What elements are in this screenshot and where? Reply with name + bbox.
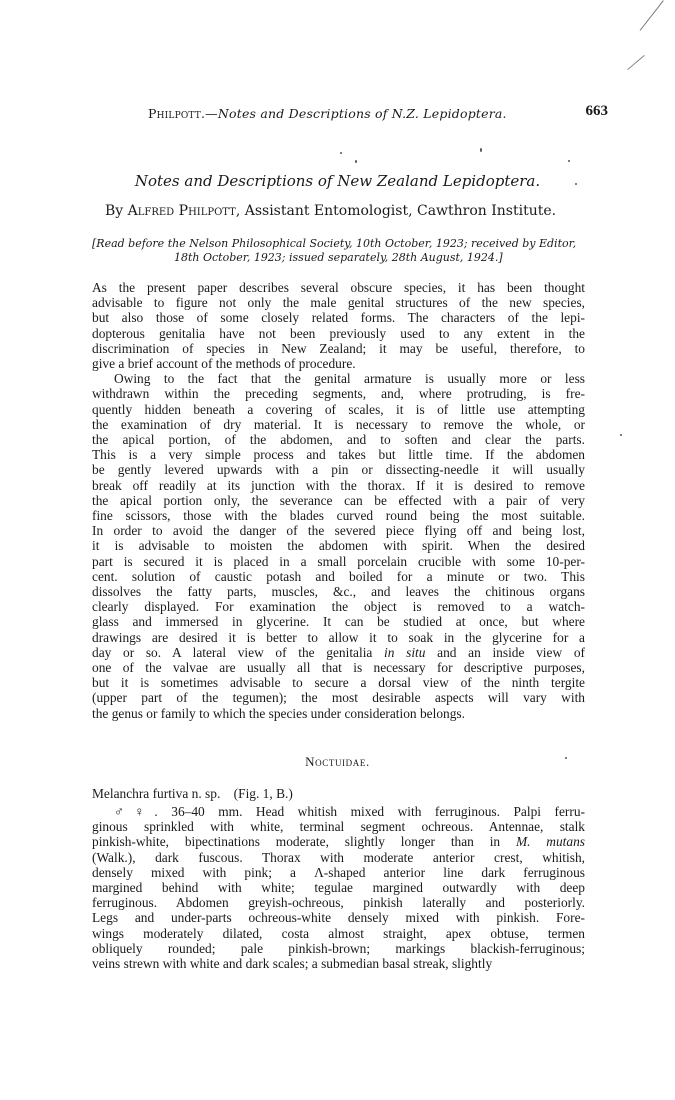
text-line: part is secured it is placed in a small porcelain crucible with some 10-per- <box>92 553 585 569</box>
text-line: pinkish-white, bipectinations moderate, slightly longer than in M. mutans <box>92 834 585 850</box>
text-line: be gently levered upwards with a pin or dissecting-needle it will usually <box>92 462 585 478</box>
running-title: Philpott.—Notes and Descriptions of N.Z. Lepidoptera. <box>148 106 507 121</box>
text-line: withdrawn within the preceding segments, and, where protruding, is fre- <box>92 386 585 402</box>
text-line: Owing to the fact that the genital armature is usually more or less <box>114 371 585 387</box>
text-line: ginous sprinkled with white, terminal segment ochreous. Antennae, stalk <box>92 819 585 835</box>
text-line: advisable to figure not only the male genital structures of the new species, <box>92 295 585 311</box>
section-heading: Noctuidae. <box>305 754 370 769</box>
text-line: clearly displayed. For examination the object is removed to a watch- <box>92 599 585 615</box>
text-line: obliquely rounded; pale pinkish-brown; markings blackish-ferruginous; <box>92 940 585 956</box>
text-line: discrimination of species in New Zealand; it may be useful, therefore, to <box>92 340 585 356</box>
text-line: day or so. A lateral view of the genitalia in situ and an inside view of <box>92 644 585 660</box>
margin-pencil-mark <box>627 55 644 70</box>
text-line: margined behind with white; tegulae margined outwardly with deep <box>92 880 585 896</box>
page-number: 663 <box>585 103 608 119</box>
text-line: the apical portion only, the severance can be effected with a pair of very <box>92 492 585 508</box>
running-header <box>148 103 608 121</box>
text-line: it is advisable to moisten the abdomen with spirit. When the desired <box>92 538 585 554</box>
text-line: ♂♀. 36–40 mm. Head whitish mixed with ferruginous. Palpi ferru- <box>114 804 585 819</box>
text-line: As the present paper describes several obscure species, it has been thought <box>92 280 585 295</box>
text-line: veins strewn with white and dark scales; a submedian basal streak, slightly <box>92 956 493 972</box>
text-line: one of the valvae are usually all that is necessary for descriptive purposes, <box>92 660 585 676</box>
text-line: break off readily at its junction with the thorax. If it is desired to remove <box>92 477 585 493</box>
text-line: densely mixed with pink; a Λ-shaped anterior line dark ferruginous <box>92 864 585 880</box>
text-line: drawings are desired it is better to allow it to soak in the glycerine for a <box>92 629 585 645</box>
text-line: but also those of some closely related forms. The characters of the lepi- <box>92 310 585 326</box>
text-line: cent. solution of caustic potash and boiled for a minute or two. This <box>92 568 585 584</box>
text-line: (Walk.), dark fuscous. Thorax with moderate anterior crest, whitish, <box>92 849 585 865</box>
read-before-note: [Read before the Nelson Philosophical Society, 10th October, 1923; received by Editor, 18th October, 1923; issued separately, 28th August, 1924.] <box>92 237 577 264</box>
text-line: give a brief account of the methods of procedure. <box>92 356 356 372</box>
body-text <box>92 280 585 721</box>
text-line: glass and immersed in glycerine. It can be studied at once, but where <box>92 614 585 630</box>
text-line: ferruginous. Abdomen greyish-ochreous, pinkish laterally and posteriorly. <box>92 895 585 911</box>
species-name: Melanchra furtiva <box>92 786 189 801</box>
text-line: dopterous genitalia have not been previously used to any extent in the <box>92 325 585 341</box>
text-line: wings moderately dilated, costa almost straight, apex obtuse, termen <box>92 925 585 941</box>
text-line: This is a very simple process and takes but little time. If the abdomen <box>92 447 585 463</box>
text-line: fine scissors, those with the blades curved round being the most suitable. <box>92 508 585 524</box>
text-line: (upper part of the tegumen); the most desirable aspects will vary with <box>92 690 585 706</box>
text-line: the examination of dry material. It is necessary to remove the whole, or <box>92 416 585 432</box>
margin-pencil-mark <box>640 0 664 31</box>
text-line: the genus or family to which the species under consideration belongs. <box>92 705 465 721</box>
author-name: Alfred Philpott <box>127 203 236 219</box>
text-line: dissolves the fatty parts, muscles, &c., and leaves the chitinous organs <box>92 584 585 600</box>
text-line: In order to avoid the danger of the severed piece flying off and being lost, <box>92 523 585 539</box>
text-line: Legs and under-parts ochreous-white densely mixed with pinkish. Fore- <box>92 910 585 926</box>
text-line: the apical portion, of the abdomen, and to soften and clear the parts. <box>92 432 585 448</box>
paper-title: Notes and Descriptions of New Zealand Lepidoptera. <box>134 172 541 190</box>
text-line: quently hidden beneath a covering of scales, it is of little use attempting <box>92 401 585 417</box>
species-heading: Melanchra furtiva n. sp. (Fig. 1, B.) <box>92 786 293 801</box>
species-description <box>92 804 585 971</box>
byline: By Alfred Philpott, Assistant Entomologist, Cawthron Institute. <box>105 203 557 219</box>
text-line: but it is sometimes advisable to secure a dorsal view of the ninth tergite <box>92 675 585 691</box>
